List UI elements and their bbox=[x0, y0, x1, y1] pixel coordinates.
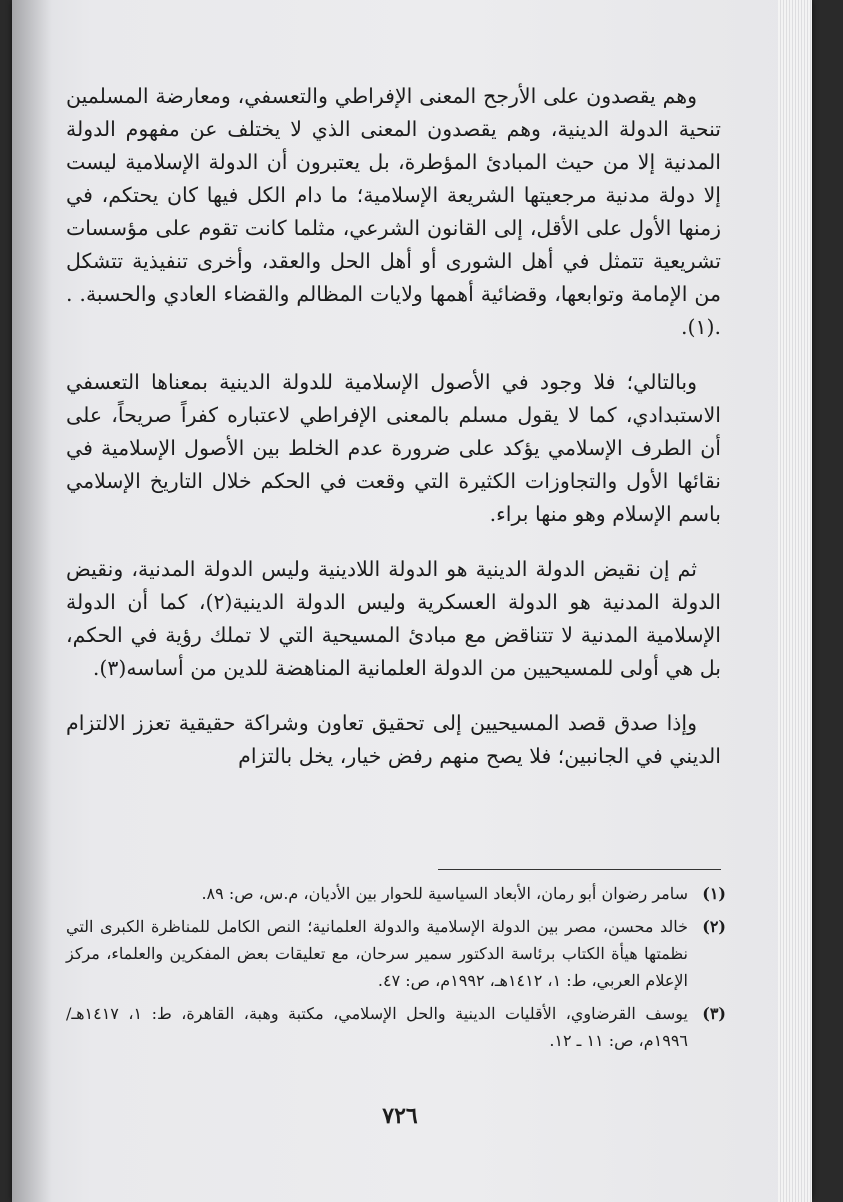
footnote-text: يوسف القرضاوي، الأقليات الدينية والحل الإسلامي، مكتبة وهبة، القاهرة، ط: ١، ١٤١٧هـ/١٩٩٦م، ص: ١١ ـ ١٢. bbox=[66, 1004, 689, 1050]
paragraph-2: وبالتالي؛ فلا وجود في الأصول الإسلامية للدولة الدينية بمعناها التعسفي الاستبدادي، كما لا يقول مسلم بالمعنى الإفراطي لاعتباره كفراً صريحاً، على أن الطرف الإسلامي يؤكد على ضرورة عدم الخلط بين الأصول الإسلامية في نقائها الأول والتجاوزات الكثيرة التي وقعت في الحكم خلال التاريخ الإسلامي باسم الإسلام وهو منها براء. bbox=[66, 370, 721, 526]
page-number: ٧٢٦ bbox=[382, 1103, 418, 1129]
gutter-shadow bbox=[12, 0, 52, 1202]
footnote-2 bbox=[66, 913, 726, 994]
footnote-number: (١) bbox=[702, 884, 726, 903]
footnote-text: خالد محسن، مصر بين الدولة الإسلامية والدولة العلمانية؛ النص الكامل للمناظرة الكبرى التي نظمتها هيأة الكتاب برئاسة الدكتور سمير سرحان، مع تعليقات بعض المفكرين والعلماء، مركز الإعلام العربي، ط: ١، ١٤١٢هـ، ١٩٩٢م، ص: ٤٧. bbox=[66, 917, 688, 990]
paragraph-4: وإذا صدق قصد المسيحيين إلى تحقيق تعاون وشراكة حقيقية تعزز الالتزام الديني في الجانبين؛ فلا يصح منهم رفض خيار، يخل بالتزام bbox=[66, 711, 721, 768]
footnote-number: (٣) bbox=[702, 1004, 726, 1023]
footnote-3 bbox=[66, 1000, 726, 1054]
paragraph-3: ثم إن نقيض الدولة الدينية هو الدولة اللادينية وليس الدولة المدنية، ونقيض الدولة المدنية هو الدولة العسكرية وليس الدولة الدينية(٢)، كما أن الدولة الإسلامية المدنية لا تتناقض مع مبادئ المسيحية التي لا تملك رؤية في الحكم، بل هي أولى للمسيحيين من الدولة العلمانية المناهضة للدين من أساسه(٣). bbox=[66, 557, 722, 680]
body-text bbox=[66, 80, 721, 795]
footnote-number: (٢) bbox=[702, 917, 726, 936]
footnote-1 bbox=[66, 880, 726, 907]
paragraph-1: وهم يقصدون على الأرجح المعنى الإفراطي والتعسفي، ومعارضة المسلمين تنحية الدولة الدينية، وهم يقصدون المعنى الذي لا يختلف عن مفهوم الدولة المدنية إلا من حيث المبادئ المؤطرة، بل يعتبرون أن الدولة الإسلامية ليست إلا دولة مدنية مرجعيتها الشريعة الإسلامية؛ ما دام الكل فيها كان يحتكم، في زمنها الأول على الأقل، إلى القانون الشرعي، مثلما كانت تقوم على مؤسسات تشريعية تتمثل في أهل الشورى أو أهل الحل والعقد، وأخرى تنفيذية تتشكل من الإمامة وتوابعها، وقضائية أهمها ولايات المظالم والقضاء العادي والحسبة. . .(١). bbox=[66, 84, 721, 339]
footnotes bbox=[66, 880, 726, 1060]
footnote-separator bbox=[438, 869, 721, 870]
page-stack-edges bbox=[778, 0, 812, 1202]
footnote-text: سامر رضوان أبو رمان، الأبعاد السياسية للحوار بين الأديان، م.س، ص: ٨٩. bbox=[201, 884, 688, 903]
